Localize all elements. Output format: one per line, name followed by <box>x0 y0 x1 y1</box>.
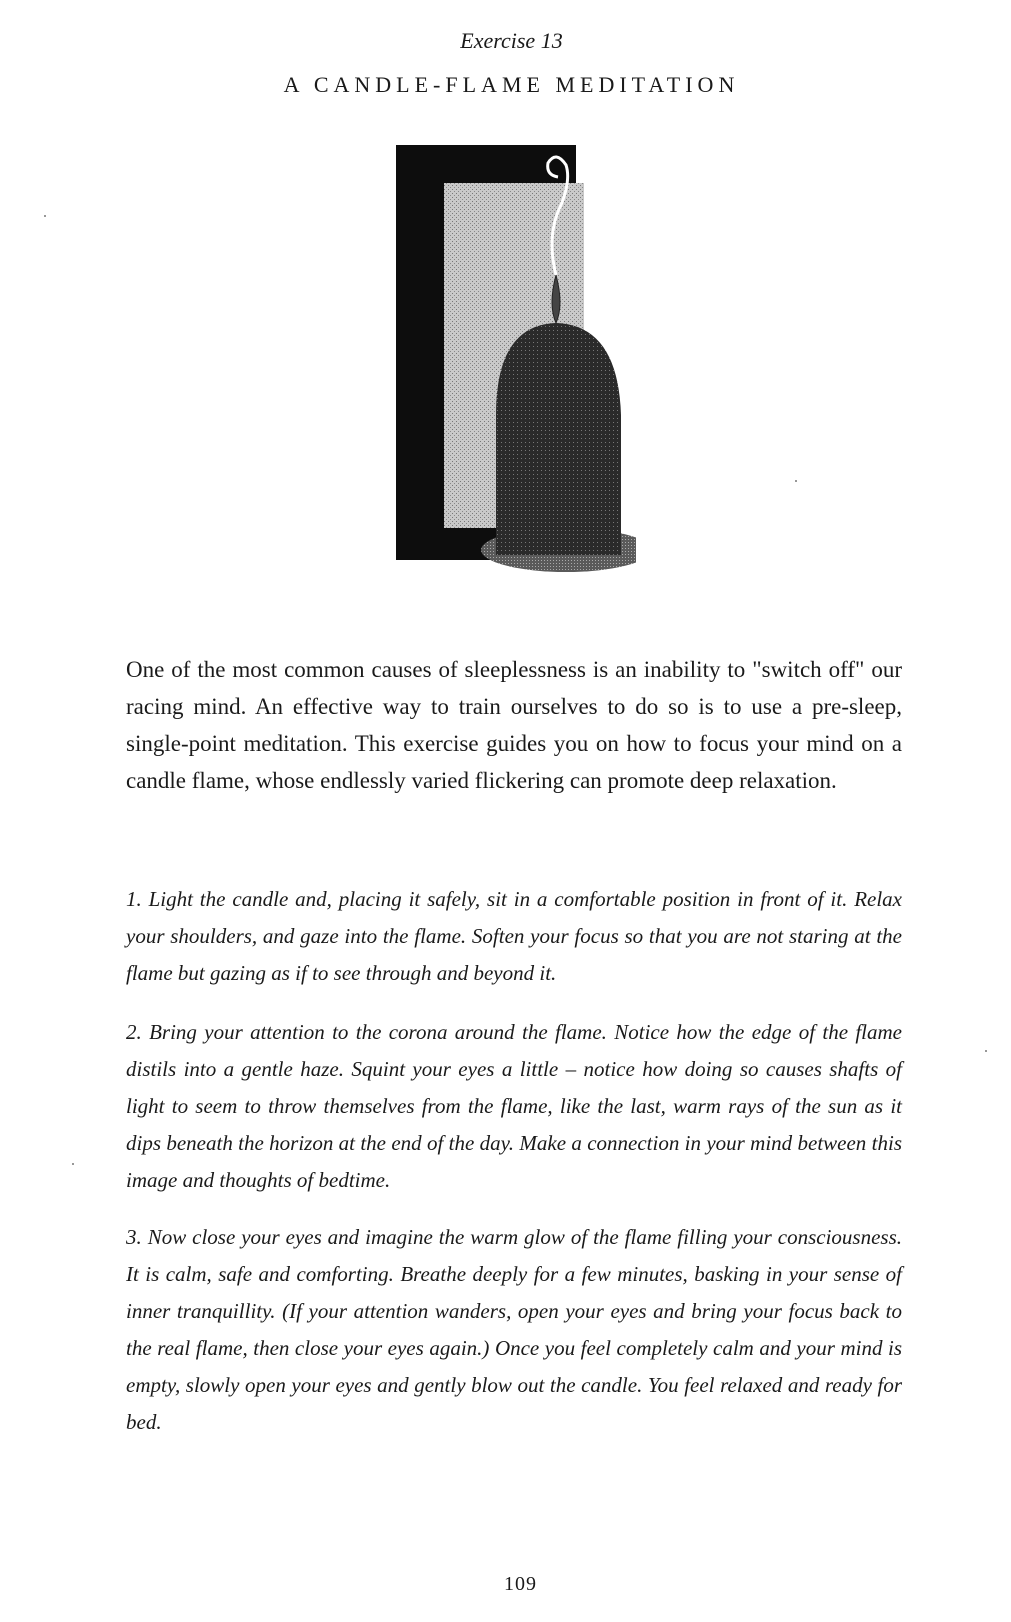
scan-speck <box>985 1050 987 1052</box>
step-3 <box>126 1219 902 1441</box>
page-title: A CANDLE-FLAME MEDITATION <box>283 72 740 97</box>
step-number: 3. <box>126 1225 142 1249</box>
step-1 <box>126 881 902 992</box>
intro-paragraph: One of the most common causes of sleeplessness is an inability to "switch off" our racing mind. An effective way to train ourselves to do so is to use a pre-sleep, single-point meditation. This exercise guides you on how to focus your mind on a candle flame, whose endlessly varied flickering can promote deep relaxation. <box>126 657 902 793</box>
candle-body <box>496 323 621 555</box>
step-2 <box>126 1014 902 1199</box>
step-text: Light the candle and, placing it safely, sit in a comfortable position in front of it. Relax your shoulders, and gaze into the flame. Soften your focus so that you are not staring at the flame but gazing as if to see through and beyond it. <box>126 887 902 985</box>
scan-speck <box>44 215 46 217</box>
step-number: 1. <box>126 887 142 911</box>
scan-speck <box>795 480 797 482</box>
step-number: 2. <box>126 1020 142 1044</box>
step-text: Now close your eyes and imagine the warm glow of the flame filling your consciousness. It is calm, safe and comforting. Breathe deeply for a few minutes, basking in your sense of inner tranquillity. (If your attention wanders, open your eyes and bring your focus back to the real flame, then close your eyes again.) Once you feel completely calm and your mind is empty, slowly open your eyes and gently blow out the candle. You feel relaxed and ready for bed. <box>126 1225 903 1434</box>
step-text: Bring your attention to the corona around the flame. Notice how the edge of the flame distils into a gentle haze. Squint your eyes a little – notice how doing so causes shafts of light to seem to throw themselves from the flame, like the last, warm rays of the sun as it dips beneath the horizon at the end of the day. Make a connection in your mind between this image and thoughts of bedtime. <box>126 1020 902 1192</box>
page-number: 109 <box>504 1573 537 1595</box>
candle-illustration-svg <box>396 145 636 585</box>
candle-illustration <box>396 145 636 585</box>
scan-speck <box>72 1163 74 1165</box>
exercise-label: Exercise 13 <box>460 28 563 53</box>
